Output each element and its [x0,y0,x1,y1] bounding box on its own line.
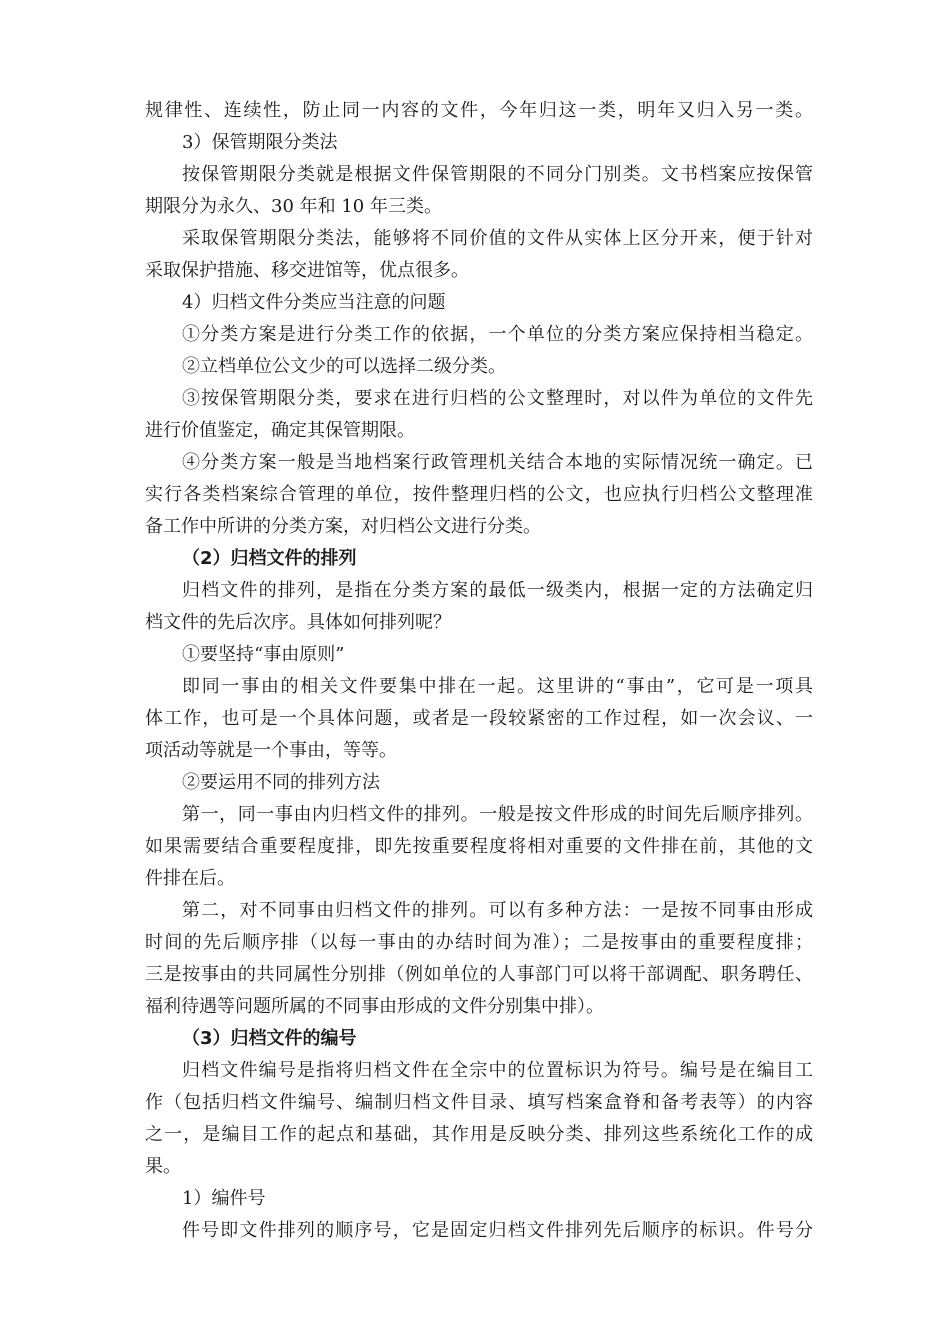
paragraph-line: 期限分为永久、30 年和 10 年三类。 [145,196,442,217]
subsection-heading: ②要运用不同的排列方法 [182,772,380,793]
paragraph-line: 归档文件编号是指将归档文件在全宗中的位置标识为符号。编号是在编目工 [182,1060,813,1081]
list-item: ②立档单位公文少的可以选择二级分类。 [182,356,506,377]
paragraph-line: 件排在后。 [145,868,235,889]
paragraph-line: 如果需要结合重要程度排，即先按重要程度将相对重要的文件排在前，其他的文 [145,836,813,857]
subsection-heading: 4）归档文件分类应当注意的问题 [182,292,446,313]
paragraph-line: 作（包括归档文件编号、编制归档文件目录、填写档案盒脊和备考表等）的内容 [145,1092,813,1113]
paragraph-line: 三是按事由的共同属性分别排（例如单位的人事部门可以将干部调配、职务聘任、 [145,964,813,985]
paragraph-line: 备工作中所讲的分类方案，对归档公文进行分类。 [145,516,541,537]
subsection-heading: ①要坚持“事由原则” [182,644,345,665]
paragraph-line: 档文件的先后次序。具体如何排列呢？ [145,612,451,633]
paragraph-line: 进行价值鉴定，确定其保管期限。 [145,420,415,441]
paragraph-line: 归档文件的排列，是指在分类方案的最低一级类内，根据一定的方法确定归 [182,580,813,601]
subsection-heading: 3）保管期限分类法 [182,132,338,153]
paragraph-line: 时间的先后顺序排（以每一事由的办结时间为准）；二是按事由的重要程度排； [145,932,813,953]
paragraph-line: 第一，同一事由内归档文件的排列。一般是按文件形成的时间先后顺序排列。 [182,804,813,825]
paragraph-line: 即同一事由的相关文件要集中排在一起。这里讲的“事由”，它可是一项具 [182,676,813,697]
paragraph-line: 采取保护措施、移交进馆等，优点很多。 [145,260,469,281]
list-item: ④分类方案一般是当地档案行政管理机关结合本地的实际情况统一确定。已 [182,452,813,473]
paragraph-line: 福利待遇等问题所属的不同事由形成的文件分别集中排）。 [145,996,604,1017]
paragraph-line: 之一，是编目工作的起点和基础，其作用是反映分类、排列这些系统化工作的成 [145,1124,813,1145]
section-heading: （3）归档文件的编号 [182,1028,357,1049]
subsection-heading: 1）编件号 [182,1188,266,1209]
section-heading: （2）归档文件的排列 [182,548,357,569]
paragraph-line: 第二，对不同事由归档文件的排列。可以有多种方法：一是按不同事由形成 [182,900,813,921]
paragraph-line: 实行各类档案综合管理的单位，按件整理归档的公文，也应执行归档公文整理准 [145,484,813,505]
paragraph-line: 规律性、连续性，防止同一内容的文件，今年归这一类，明年又归入另一类。 [145,100,813,121]
paragraph-line: 按保管期限分类就是根据文件保管期限的不同分门别类。文书档案应按保管 [182,164,813,185]
paragraph-line: 采取保管期限分类法，能够将不同价值的文件从实体上区分开来，便于针对 [182,228,813,249]
list-item: ①分类方案是进行分类工作的依据，一个单位的分类方案应保持相当稳定。 [182,324,813,345]
paragraph-line: 件号即文件排列的顺序号，它是固定归档文件排列先后顺序的标识。件号分 [182,1220,813,1241]
paragraph-line: 果。 [145,1156,181,1177]
paragraph-line: 体工作，也可是一个具体问题，或者是一段较紧密的工作过程，如一次会议、一 [145,708,813,729]
paragraph-line: 项活动等就是一个事由，等等。 [145,740,397,761]
list-item: ③按保管期限分类，要求在进行归档的公文整理时，对以件为单位的文件先 [182,388,813,409]
